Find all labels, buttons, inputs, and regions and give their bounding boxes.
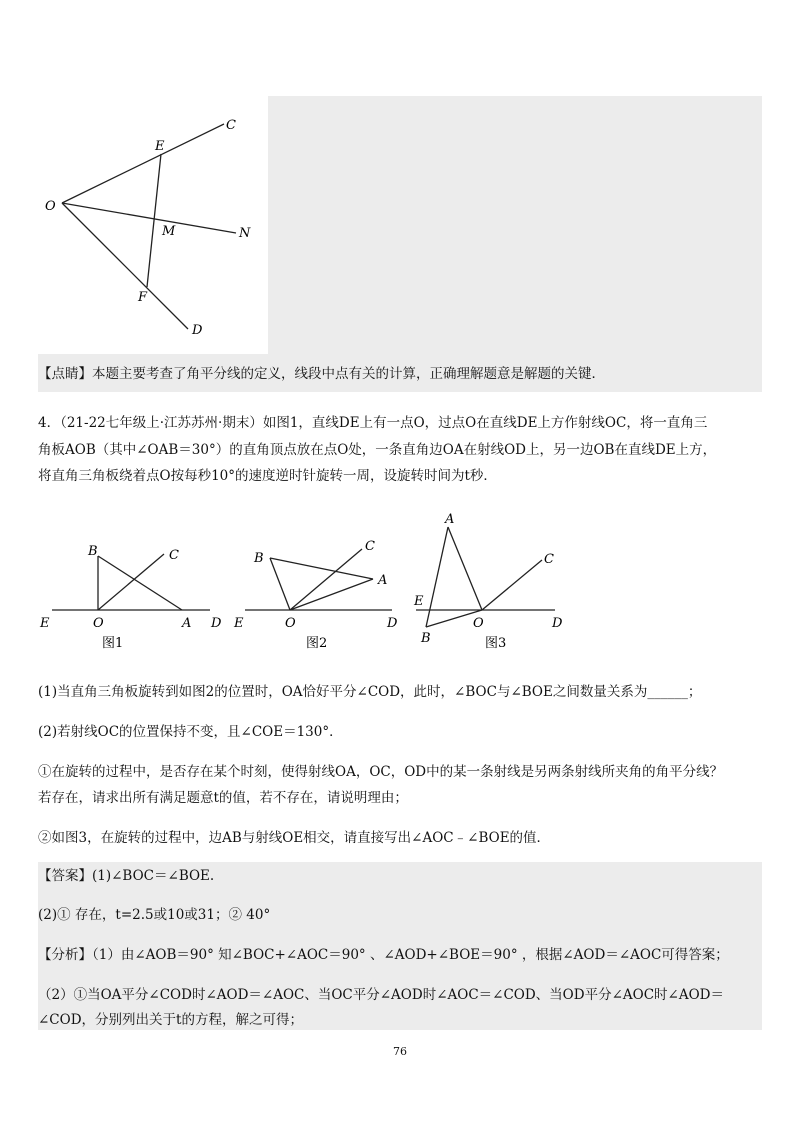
answer-line-2: (2)① 存在，t=2.5或10或31；② 40° <box>38 907 271 923</box>
shaded-block-top-right <box>268 96 762 354</box>
fig2-label-C: C <box>365 539 375 554</box>
problem-line-3: 将直角三角板绕着点O按每秒10°的速度逆时针旋转一周，设旋转时间为t秒． <box>38 468 497 484</box>
question-2: (2)若射线OC的位置保持不变，且∠COE＝130°． <box>38 724 343 740</box>
fig3-caption: 图3 <box>485 636 507 651</box>
label-N: N <box>239 226 251 241</box>
fig3-label-E: E <box>414 594 424 609</box>
analysis-line-1: 【分析】（1）由∠AOB＝90° 知∠BOC+∠AOC＝90° 、∠AOD+∠BOE＝90° ，根据∠AOD＝∠AOC可得答案； <box>38 947 729 963</box>
fig3-label-B: B <box>421 631 431 646</box>
fig3-label-A: A <box>445 512 455 527</box>
fig1-label-O: O <box>93 616 104 631</box>
analysis-line-2: （2）①当OA平分∠COD时∠AOD＝∠AOC、当OC平分∠AOD时∠AOC＝∠COD、当OD平分∠AOC时∠AOD＝ <box>38 987 724 1003</box>
fig1-label-E: E <box>40 616 50 631</box>
fig1-label-B: B <box>88 544 98 559</box>
fig2-label-A: A <box>378 573 388 588</box>
question-1: (1)当直角三角板旋转到如图2的位置时，OA恰好平分∠COD，此时，∠BOC与∠BOE之间数量关系为______； <box>38 684 702 700</box>
question-2a-line-1: ①在旋转的过程中，是否存在某个时刻，使得射线OA，OC，OD中的某一条射线是另两条射线所夹角的角平分线？ <box>38 764 724 780</box>
fig3-label-O: O <box>473 616 484 631</box>
label-O: O <box>45 199 56 214</box>
analysis-line-3: ∠COD，分别列出关于t的方程，解之可得； <box>38 1012 303 1028</box>
answer-line-1: 【答案】(1)∠BOC＝∠BOE. <box>38 868 215 884</box>
fig2-label-D: D <box>387 616 398 631</box>
fig3-label-C: C <box>544 552 554 567</box>
label-M: M <box>162 224 176 239</box>
fig1-label-C: C <box>169 548 179 563</box>
dianjing-text: 【点睛】本题主要考查了角平分线的定义，线段中点有关的计算，正确理解题意是解题的关键． <box>38 366 605 382</box>
fig3-label-D: D <box>552 616 563 631</box>
label-E: E <box>155 139 165 154</box>
label-D: D <box>192 323 203 338</box>
page-number: 76 <box>393 1045 407 1058</box>
label-C: C <box>226 118 236 133</box>
fig2-label-O: O <box>285 616 296 631</box>
fig1-label-D: D <box>211 616 222 631</box>
fig2-label-E: E <box>234 616 244 631</box>
figures-row <box>30 505 590 655</box>
problem-line-1: 4．（21-22七年级上·江苏苏州·期末）如图1，直线DE上有一点O，过点O在直线DE上方作射线OC，将一直角三 <box>38 415 708 431</box>
fig2-label-B: B <box>254 551 264 566</box>
problem-line-2: 角板AOB（其中∠OAB＝30°）的直角顶点放在点O处，一条直角边OA在射线OD上，另一边OB在直线DE上方， <box>38 442 717 458</box>
question-2b: ②如图3，在旋转的过程中，边AB与射线OE相交，请直接写出∠AOC﹣∠BOE的值． <box>38 830 551 846</box>
fig1-label-A: A <box>182 616 192 631</box>
angle-bisector-figure <box>38 96 268 354</box>
label-F: F <box>138 290 148 305</box>
fig1-caption: 图1 <box>102 636 124 651</box>
question-2a-line-2: 若存在，请求出所有满足题意t的值，若不存在，请说明理由； <box>38 790 408 806</box>
fig2-caption: 图2 <box>306 636 328 651</box>
